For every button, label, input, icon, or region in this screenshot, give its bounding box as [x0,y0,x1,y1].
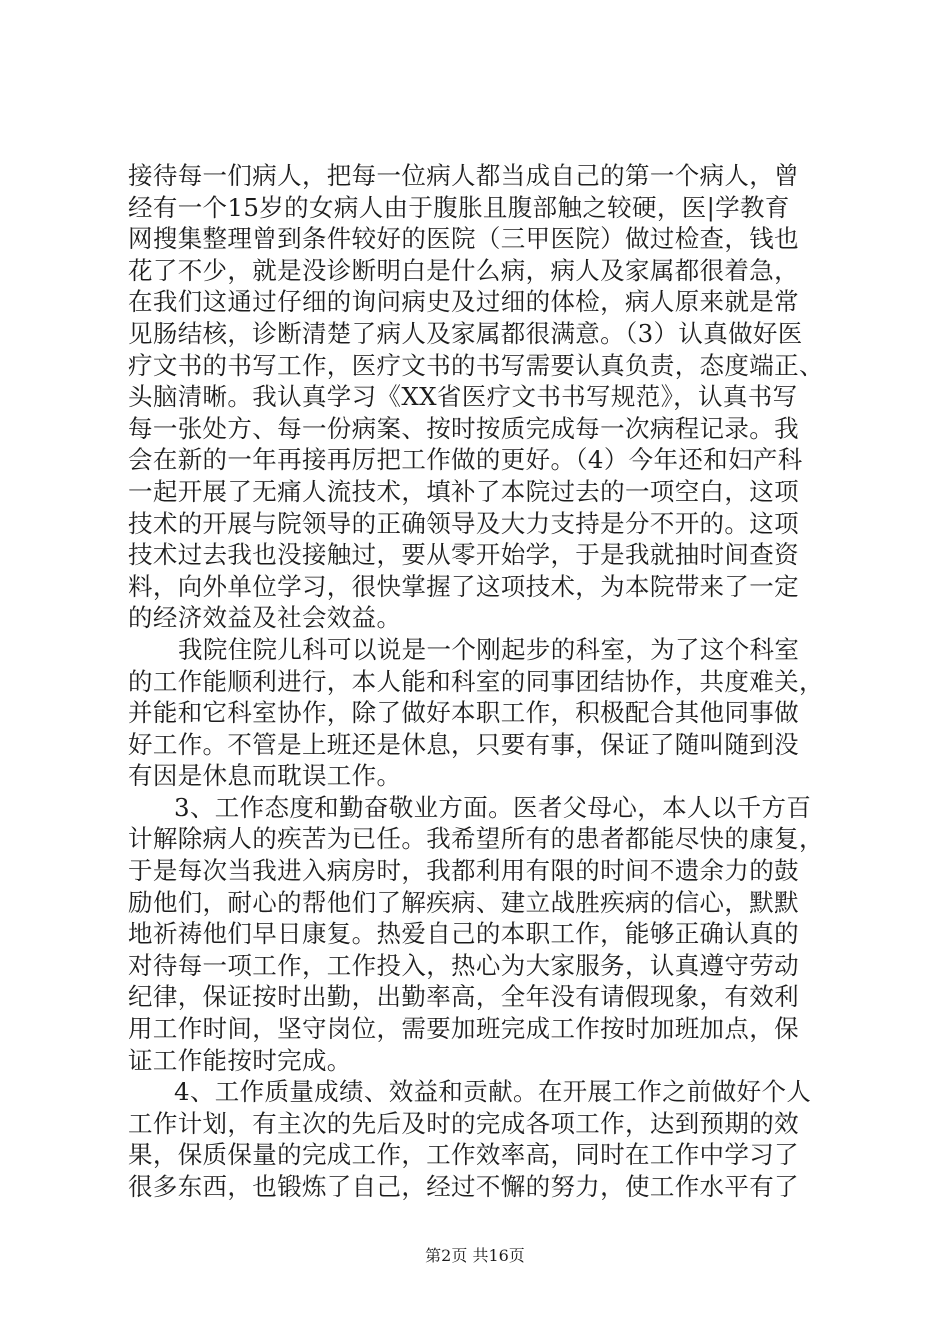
text-line: 用工作时间，坚守岗位，需要加班完成工作按时加班加点，保 [128,1014,799,1044]
text-line: 地祈祷他们早日康复。热爱自己的本职工作，能够正确认真的 [128,919,799,949]
body-text [128,160,833,1203]
text-line: 技术的开展与院领导的正确领导及大力支持是分不开的。这项 [128,508,799,538]
text-line: 的经济效益及社会效益。 [128,603,402,633]
text-line: 头脑清晰。我认真学习《XX省医疗文书书写规范》，认真书写 [128,382,798,412]
paragraph-start-line: 4、工作质量成绩、效益和贡献。在开展工作之前做好个人 [174,1077,812,1107]
text-line: 疗文书的书写工作，医疗文书的书写需要认真负责，态度端正、 [128,350,824,380]
text-line: 经有一个15岁的女病人由于腹胀且腹部触之较硬，医|学教育 [128,192,790,222]
text-line: 会在新的一年再接再厉把工作做的更好。（4）今年还和妇产科 [128,445,803,475]
text-line: 一起开展了无痛人流技术，填补了本院过去的一项空白，这项 [128,476,799,506]
text-line: 网搜集整理曾到条件较好的医院（三甲医院）做过检查，钱也 [128,224,799,254]
text-line: 计解除病人的疾苦为已任。我希望所有的患者都能尽快的康复， [128,824,824,854]
text-line: 的工作能顺利进行，本人能和科室的同事团结协作，共度难关， [128,666,824,696]
text-line: 好工作。不管是上班还是休息，只要有事，保证了随叫随到没 [128,729,799,759]
text-line: 于是每次当我进入病房时，我都利用有限的时间不遗余力的鼓 [128,856,799,886]
paragraph-start-line: 3、工作态度和勤奋敬业方面。医者父母心，本人以千方百 [174,792,812,822]
text-line: 对待每一项工作，工作投入，热心为大家服务，认真遵守劳动 [128,950,799,980]
text-line: 在我们这通过仔细的询问病史及过细的体检，病人原来就是常 [128,287,799,317]
text-line: 见肠结核，诊断清楚了病人及家属都很满意。（3）认真做好医 [128,318,803,348]
text-line: 技术过去我也没接触过，要从零开始学，于是我就抽时间查资 [128,540,799,570]
text-line: 证工作能按时完成。 [128,1045,352,1075]
text-line: 并能和它科室协作，除了做好本职工作，积极配合其他同事做 [128,698,799,728]
text-line: 励他们，耐心的帮他们了解疾病、建立战胜疾病的信心，默默 [128,887,799,917]
text-line: 工作计划，有主次的先后及时的完成各项工作，达到预期的效 [128,1108,799,1138]
page-number-footer: 第2页 共16页 [425,1246,525,1265]
text-line: 每一张处方、每一份病案、按时按质完成每一次病程记录。我 [128,413,799,443]
text-line: 花了不少，就是没诊断明白是什么病，病人及家属都很着急， [128,255,799,285]
text-line: 料，向外单位学习，很快掌握了这项技术，为本院带来了一定 [128,571,799,601]
paragraph-start-line: 我院住院儿科可以说是一个刚起步的科室，为了这个科室 [178,634,800,664]
text-line: 接待每一们病人，把每一位病人都当成自己的第一个病人，曾 [128,161,799,190]
text-line: 很多东西，也锻炼了自己，经过不懈的努力，使工作水平有了 [128,1172,799,1201]
text-line: 纪律，保证按时出勤，出勤率高，全年没有请假现象，有效利 [128,982,799,1012]
text-line: 有因是休息而耽误工作。 [128,761,402,791]
text-line: 果，保质保量的完成工作，工作效率高，同时在工作中学习了 [128,1140,799,1170]
